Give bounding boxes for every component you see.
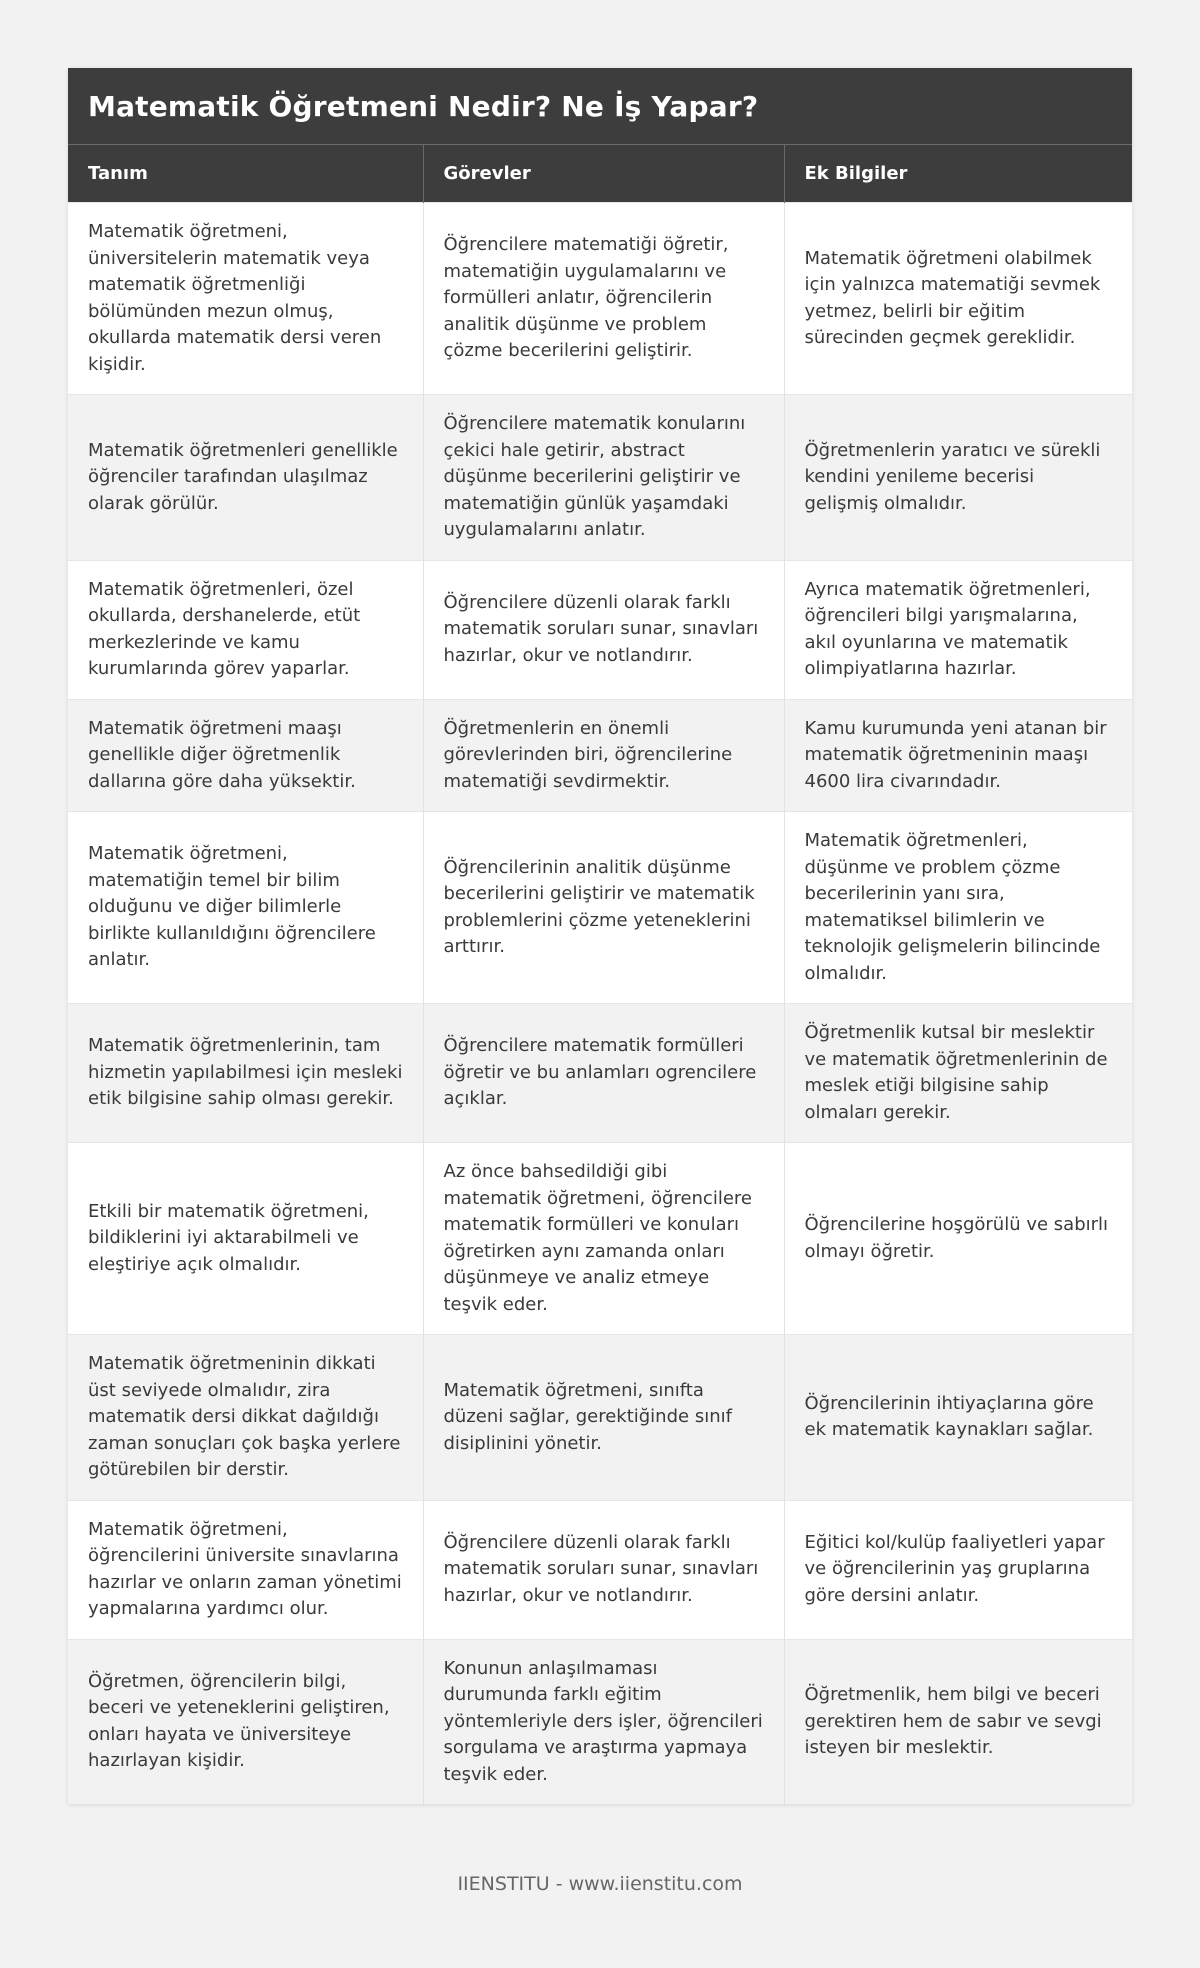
header-duties: Görevler	[423, 145, 784, 203]
title-bar	[68, 68, 1132, 144]
cell-definition: Etkili bir matematik öğretmeni, bildiklerini iyi aktarabilmeli ve eleştiriye açık olmalıdır.	[68, 1143, 423, 1335]
table-row	[68, 1004, 1132, 1143]
table-row	[68, 812, 1132, 1004]
cell-duties: Az önce bahsedildiği gibi matematik öğretmeni, öğrencilere matematik formülleri ve konuları öğretirken aynı zamanda onları düşünmeye ve analiz etmeye teşvik eder.	[423, 1143, 784, 1335]
cell-extra-info: Eğitici kol/kulüp faaliyetleri yapar ve öğrencilerinin yaş gruplarına göre dersini anlatır.	[784, 1500, 1132, 1639]
cell-definition: Matematik öğretmenleri, özel okullarda, dershanelerde, etüt merkezlerinde ve kamu kurumlarında görev yaparlar.	[68, 560, 423, 699]
cell-definition: Öğretmen, öğrencilerin bilgi, beceri ve yeteneklerini geliştiren, onları hayata ve üniversiteye hazırlayan kişidir.	[68, 1639, 423, 1804]
table-row	[68, 699, 1132, 812]
table-row	[68, 1143, 1132, 1335]
footer-credit: IIENSTITU - www.iienstitu.com	[457, 1873, 743, 1895]
table-row	[68, 203, 1132, 395]
header-definition: Tanım	[68, 145, 423, 203]
cell-extra-info: Öğretmenlerin yaratıcı ve sürekli kendini yenileme becerisi gelişmiş olmalıdır.	[784, 395, 1132, 561]
header-row	[68, 145, 1132, 203]
table-row	[68, 1335, 1132, 1501]
cell-duties: Matematik öğretmeni, sınıfta düzeni sağlar, gerektiğinde sınıf disiplinini yönetir.	[423, 1335, 784, 1501]
cell-extra-info: Matematik öğretmeni olabilmek için yalnızca matematiği sevmek yetmez, belirli bir eğitim sürecinden geçmek gereklidir.	[784, 203, 1132, 395]
cell-duties: Öğrencilere matematik formülleri öğretir ve bu anlamları ogrencilere açıklar.	[423, 1004, 784, 1143]
cell-duties: Öğretmenlerin en önemli görevlerinden biri, öğrencilerine matematiği sevdirmektir.	[423, 699, 784, 812]
cell-definition: Matematik öğretmeni, üniversitelerin matematik veya matematik öğretmenliği bölümünden mezun olmuş, okullarda matematik dersi veren kişidir.	[68, 203, 423, 395]
cell-definition: Matematik öğretmeni, matematiğin temel bir bilim olduğunu ve diğer bilimlerle birlikte kullanıldığını öğrencilere anlatır.	[68, 812, 423, 1004]
cell-definition: Matematik öğretmenleri genellikle öğrenciler tarafından ulaşılmaz olarak görülür.	[68, 395, 423, 561]
cell-extra-info: Öğrencilerine hoşgörülü ve sabırlı olmayı öğretir.	[784, 1143, 1132, 1335]
table-row	[68, 560, 1132, 699]
table-row	[68, 1639, 1132, 1804]
cell-duties: Öğrencilere matematik konularını çekici hale getirir, abstract düşünme becerilerini geliştirir ve matematiğin günlük yaşamdaki uygulamalarını anlatır.	[423, 395, 784, 561]
page-title: Matematik Öğretmeni Nedir? Ne İş Yapar?	[88, 89, 759, 123]
cell-definition: Matematik öğretmenlerinin, tam hizmetin yapılabilmesi için mesleki etik bilgisine sahip olması gerekir.	[68, 1004, 423, 1143]
cell-duties: Öğrencilere matematiği öğretir, matematiğin uygulamalarını ve formülleri anlatır, öğrencilerin analitik düşünme ve problem çözme becerilerini geliştirir.	[423, 203, 784, 395]
cell-definition: Matematik öğretmeninin dikkati üst seviyede olmalıdır, zira matematik dersi dikkat dağıldığı zaman sonuçları çok başka yerlere götürebilen bir derstir.	[68, 1335, 423, 1501]
table-row	[68, 1500, 1132, 1639]
table-body	[68, 203, 1132, 1805]
info-table	[68, 144, 1132, 1804]
cell-duties: Öğrencilere düzenli olarak farklı matematik soruları sunar, sınavları hazırlar, okur ve notlandırır.	[423, 560, 784, 699]
cell-definition: Matematik öğretmeni, öğrencilerini üniversite sınavlarına hazırlar ve onların zaman yönetimi yapmalarına yardımcı olur.	[68, 1500, 423, 1639]
table-row	[68, 395, 1132, 561]
cell-extra-info: Öğrencilerinin ihtiyaçlarına göre ek matematik kaynakları sağlar.	[784, 1335, 1132, 1501]
cell-duties: Konunun anlaşılmaması durumunda farklı eğitim yöntemleriyle ders işler, öğrencileri sorgulama ve araştırma yapmaya teşvik eder.	[423, 1639, 784, 1804]
cell-extra-info: Matematik öğretmenleri, düşünme ve problem çözme becerilerinin yanı sıra, matematiksel bilimlerin ve teknolojik gelişmelerin bilincinde olmalıdır.	[784, 812, 1132, 1004]
content-card	[68, 68, 1132, 1804]
cell-definition: Matematik öğretmeni maaşı genellikle diğer öğretmenlik dallarına göre daha yüksektir.	[68, 699, 423, 812]
cell-extra-info: Öğretmenlik kutsal bir meslektir ve matematik öğretmenlerinin de meslek etiği bilgisine sahip olmaları gerekir.	[784, 1004, 1132, 1143]
cell-duties: Öğrencilere düzenli olarak farklı matematik soruları sunar, sınavları hazırlar, okur ve notlandırır.	[423, 1500, 784, 1639]
cell-extra-info: Kamu kurumunda yeni atanan bir matematik öğretmeninin maaşı 4600 lira civarındadır.	[784, 699, 1132, 812]
table-header	[68, 145, 1132, 203]
cell-duties: Öğrencilerinin analitik düşünme becerilerini geliştirir ve matematik problemlerini çözme yeteneklerini arttırır.	[423, 812, 784, 1004]
cell-extra-info: Ayrıca matematik öğretmenleri, öğrencileri bilgi yarışmalarına, akıl oyunlarına ve matematik olimpiyatlarına hazırlar.	[784, 560, 1132, 699]
header-extra-info: Ek Bilgiler	[784, 145, 1132, 203]
cell-extra-info: Öğretmenlik, hem bilgi ve beceri gerektiren hem de sabır ve sevgi isteyen bir meslektir.	[784, 1639, 1132, 1804]
